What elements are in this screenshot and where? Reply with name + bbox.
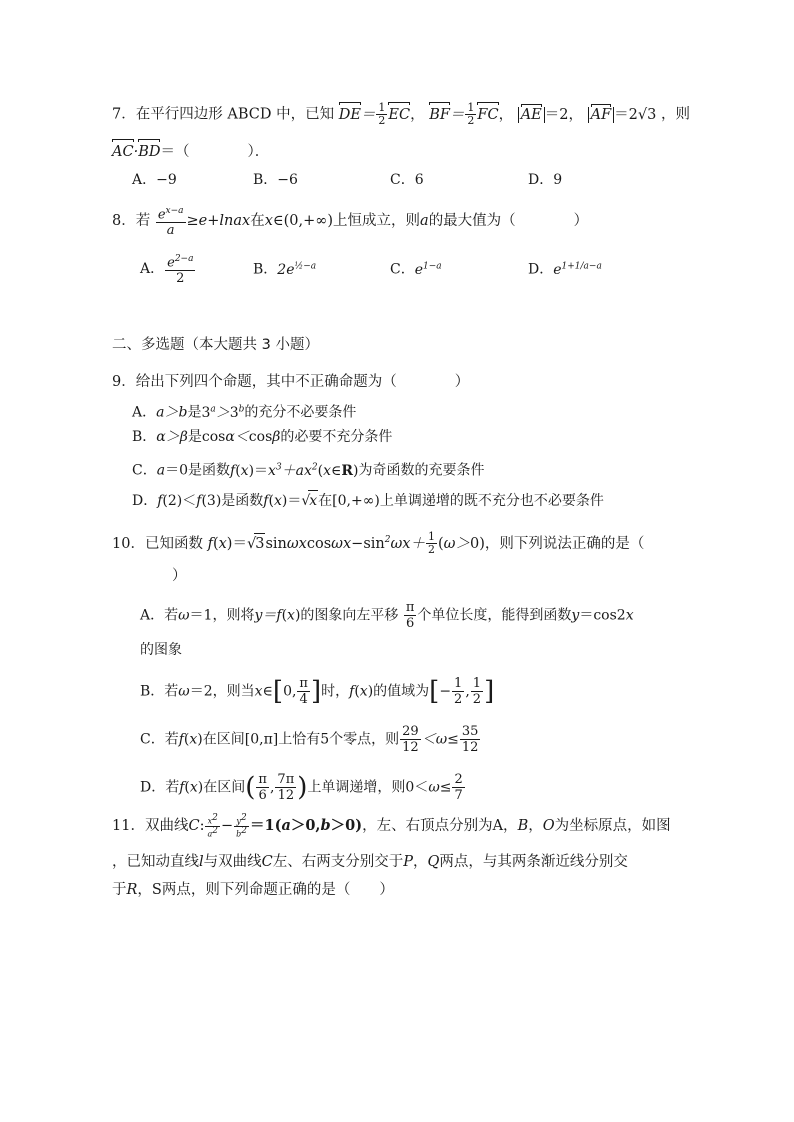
question-8: 8．若 $\frac{e^{x-a}}{a}$ ≥e+lnax在x∈(0,+∞)上恒成立，则a的最大值为（ ） xyxy=(112,206,589,239)
section-title: 二、多选题（本大题共 3 小题） xyxy=(112,337,319,353)
q7-option-d[interactable]: D．9 xyxy=(528,172,563,188)
q10-option-d[interactable]: D．若f(x)在区间( $\frac{\pi}{6}$ , $\frac{7\pi}{12}$ )上单调递增，则0＜ω≤ $\frac{2}{7}$ xyxy=(140,772,463,803)
q8-option-b[interactable]: B．$2e^{\frac{1}{2}-a}$ xyxy=(253,261,317,278)
question-11-line3: 于R，S两点，则下列命题正确的是（ ） xyxy=(112,882,394,898)
question-7: 7．在平行四边形 ABCD 中，已知 DE＝ $\frac{1}{2}$ EC， BF＝ $\frac{1}{2}$ FC， AE ＝2， AF ＝2√3 ，则 xyxy=(112,101,690,127)
q7-condition-math: DE＝ $\frac{1}{2}$ EC， BF＝ $\frac{1}{2}$ FC， AE ＝2， AF ＝2√3 xyxy=(338,101,657,127)
question-11: 11．双曲线C: $\frac{x2}{a2}$ − $\frac{y2}{b2}$ ＝1(a＞0,b＞0)，左、右顶点分别为A，B，O为坐标原点，如图 xyxy=(112,813,671,839)
q8-option-a[interactable]: A． $\frac{e^{2-a}}{2}$ xyxy=(140,254,194,287)
question-11-line2: ，已知动直线l与双曲线C左、右两支分别交于P，Q两点，与其两条渐近线分别交 xyxy=(112,854,628,870)
q8-option-c[interactable]: C．$e^{1-a}$ xyxy=(390,261,442,278)
question-7-line2: AC·BD＝（ ）． xyxy=(112,144,270,160)
q8-option-d[interactable]: D．$e^{1+1/a-a}$ xyxy=(528,261,602,278)
question-10: 10．已知函数 $f(x)=√3\sin\omega xcos\omega x-\sin^2\omega x+$ $\frac{1}{2}$ (ω＞0)，则下列说法正确的是（ xyxy=(112,530,645,557)
q10-option-a-line2: 的图象 xyxy=(140,642,182,658)
q7-option-c[interactable]: C．6 xyxy=(390,172,424,188)
q10-option-b[interactable]: B．若ω＝2，则当x∈[0, $\frac{\pi}{4}$ ]时，f(x)的值域为[− $\frac{1}{2}$ , $\frac{1}{2}$ ] xyxy=(140,676,495,707)
q7-option-b[interactable]: B．−6 xyxy=(253,172,298,188)
q8-fraction: $\frac{e^{x-a}}{a}$ xyxy=(157,206,184,239)
question-9: 9．给出下列四个命题，其中不正确命题为（ ） xyxy=(112,374,470,390)
q9-option-c[interactable]: C．a＝0是函数$f(x)=x^3+ax^2(x\in R)$为奇函数的充要条件 xyxy=(132,462,485,479)
q10-option-a[interactable]: A．若ω＝1，则将y＝f(x)的图象向左平移 $\frac{\pi}{6}$ 个单位长度，能得到函数y＝cos2x xyxy=(140,600,634,631)
q9-option-a[interactable]: A．a＞b是$3^a>3^b$的充分不必要条件 xyxy=(132,404,357,421)
q7-option-a[interactable]: A．−9 xyxy=(132,172,177,188)
q10-option-c[interactable]: C．若f(x)在区间[0,π]上恰有5个零点，则 $\frac{29}{12}$ ＜ω≤ $\frac{35}{12}$ xyxy=(140,724,479,755)
q9-option-d[interactable]: D．f(2)＜f(3)是函数f(x)＝√x在[0,+∞)上单调递增的既不充分也不必要条件 xyxy=(132,490,604,511)
q9-option-b[interactable]: B．α＞β是cosα＜cosβ的必要不充分条件 xyxy=(132,429,393,445)
question-10-close: ） xyxy=(172,568,187,584)
